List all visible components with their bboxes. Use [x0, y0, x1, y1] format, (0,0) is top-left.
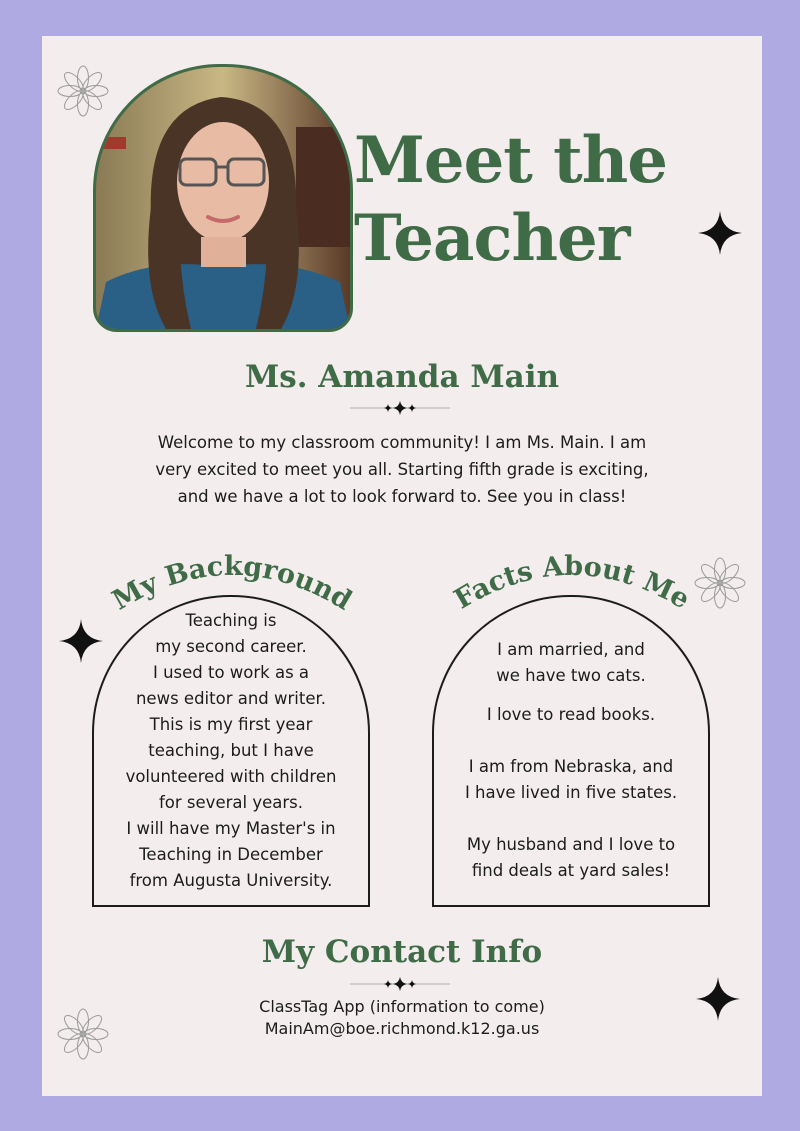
sparkle-icon — [697, 210, 743, 256]
divider-sparkles-icon — [350, 400, 450, 416]
background-line: I used to work as a — [152, 663, 310, 682]
title-line-1: Meet the — [354, 123, 667, 198]
flower-outline-icon — [56, 64, 110, 118]
background-line: Teaching in December — [139, 845, 323, 864]
teacher-photo — [93, 64, 353, 332]
teacher-portrait-illustration — [96, 67, 350, 329]
background-line: for several years. — [159, 793, 303, 812]
welcome-paragraph — [112, 429, 692, 510]
fact-line: I have lived in five states. — [464, 783, 678, 802]
teacher-name: Ms. Amanda Main — [244, 359, 560, 395]
background-line: This is my first year — [149, 715, 313, 734]
fact-line: I am married, and — [497, 640, 645, 659]
fact-line: I love to read books. — [486, 705, 656, 724]
fact-line: My husband and I love to — [466, 835, 676, 854]
facts-text — [432, 637, 710, 884]
welcome-line: very excited to meet you all. Starting fifth grade is exciting, — [155, 460, 649, 479]
title-line-2: Teacher — [354, 201, 630, 276]
fact-line: I am from Nebraska, and — [468, 757, 674, 776]
contact-heading: My Contact Info — [261, 934, 543, 970]
background-line: volunteered with children — [125, 767, 337, 786]
welcome-line: Welcome to my classroom community! I am Ms. Main. I am — [157, 433, 647, 452]
background-line: my second career. — [155, 637, 307, 656]
divider-sparkles-icon — [350, 976, 450, 992]
background-line: from Augusta University. — [129, 871, 333, 890]
page-title — [354, 122, 694, 278]
contact-info — [42, 996, 762, 1040]
fact-line: we have two cats. — [496, 666, 646, 685]
facts-heading-text: Facts About Me — [449, 550, 695, 616]
fact-line: find deals at yard sales! — [471, 861, 671, 880]
background-heading-text: My Background — [107, 550, 357, 617]
background-line: Teaching is — [185, 611, 277, 630]
background-text — [92, 608, 370, 894]
welcome-line: and we have a lot to look forward to. See you in class! — [177, 487, 627, 506]
background-line: teaching, but I have — [148, 741, 314, 760]
contact-app: ClassTag App (information to come) — [259, 997, 545, 1016]
flyer-page — [42, 36, 762, 1096]
background-line: news editor and writer. — [135, 689, 327, 708]
contact-email[interactable]: MainAm@boe.richmond.k12.ga.us — [264, 1019, 540, 1038]
background-line: I will have my Master's in — [126, 819, 336, 838]
